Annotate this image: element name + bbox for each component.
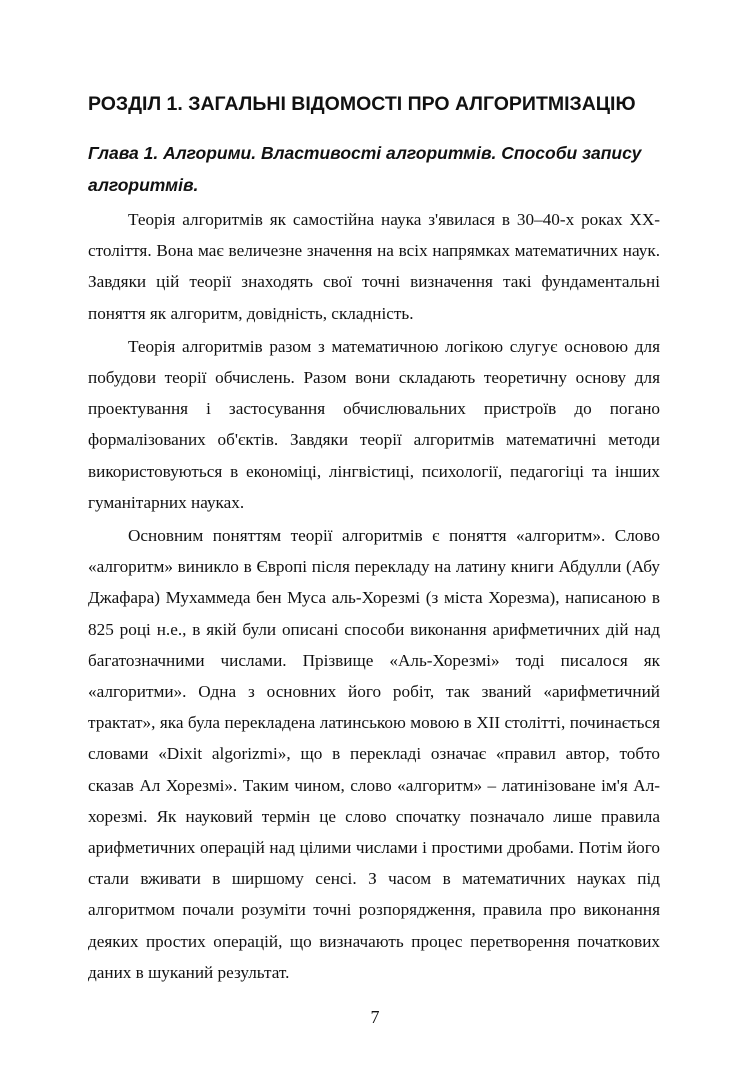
section-title: РОЗДІЛ 1. ЗАГАЛЬНІ ВІДОМОСТІ ПРО АЛГОРИТМІЗАЦІЮ	[88, 93, 636, 115]
paragraph: Теорія алгоритмів як самостійна наука з'явилася в 30–40-х роках XX-століття. Вона має величезне значення на всіх напрямках математичних наук. Завдяки цій теорії знаходять свої точні визначення такі фундаментальні поняття як алгоритм, довідність, складність.	[88, 210, 660, 323]
chapter-title: Глава 1. Алгорими. Властивості алгоритмів. Способи запису алгоритмів.	[88, 143, 642, 195]
body-text	[88, 204, 660, 990]
paragraph: Основним поняттям теорії алгоритмів є поняття «алгоритм». Слово «алгоритм» виникло в Європі після перекладу на латину книги Абдулли (Абу Джафара) Мухаммеда бен Муса аль-Хорезмі (з міста Хорезма), написаною в 825 році н.е., в якій були описані способи виконання арифметичних дій над багатозначними числами. Прізвище «Аль-Хорезмі» тоді писалося як «алгоритми». Одна з основних його робіт, так званий «арифметичний трактат», яка була перекладена латинською мовою в XII столітті, починається словами «Dixit algorizmi», що в перекладі означає «правил автор, тобто сказав Ал Хорезмі». Таким чином, слово «алгоритм» – латинізоване ім'я Ал-хорезмі. Як науковий термін це слово спочатку позначало лише правила арифметичних операцій над цілими числами і простими дробами. Потім його стали вживати в ширшому сенсі. З часом в математичних науках під алгоритмом почали розуміти точні розпорядження, правила про виконання деяких простих операцій, що визначають процес перетворення початкових даних в шуканий результат.	[88, 526, 660, 982]
paragraph: Теорія алгоритмів разом з математичною логікою слугує основою для побудови теорії обчислень. Разом вони складають теоретичну основу для проектування і застосування обчислювальних пристроїв до погано формалізованих об'єктів. Завдяки теорії алгоритмів математичні методи використовуються в економіці, лінгвістиці, психології, педагогіці та інших гуманітарних науках.	[88, 336, 660, 512]
page-number: 7	[370, 1007, 380, 1027]
